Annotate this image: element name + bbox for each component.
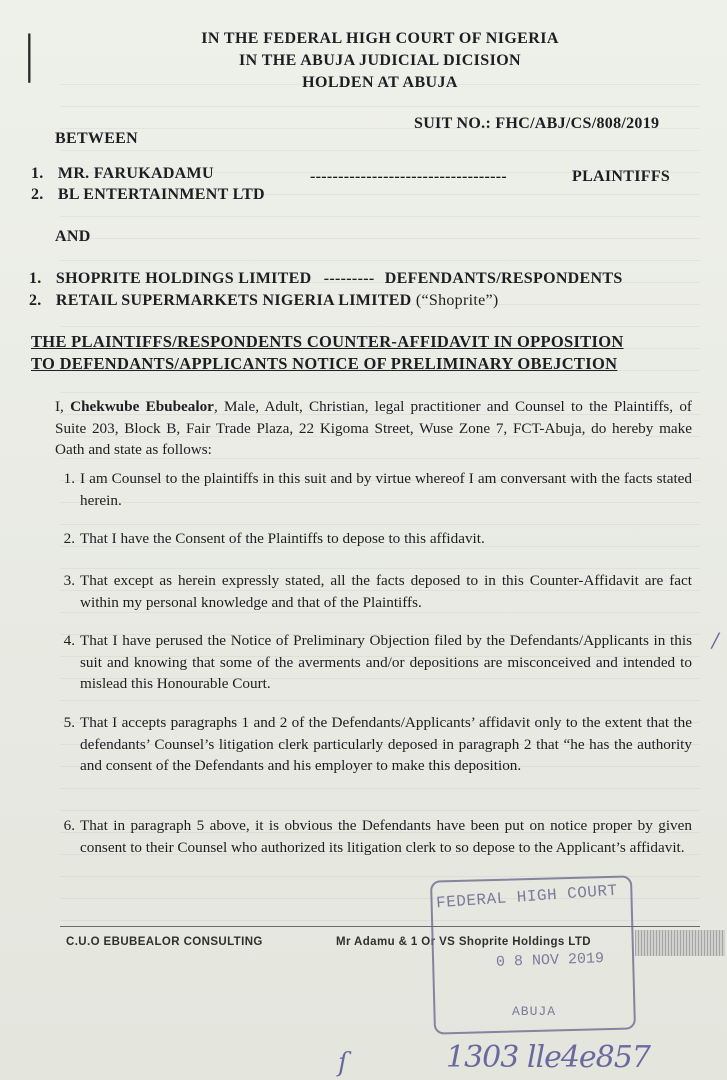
- document-title-line-2: TO DEFENDANTS/APPLICANTS NOTICE OF PRELIMINARY OBEJCTION: [31, 354, 618, 373]
- judicial-division-line: IN THE ABUJA JUDICIAL DICISION: [239, 52, 521, 69]
- plaintiffs-role: PLAINTIFFS: [572, 168, 671, 185]
- deponent-introduction: [55, 396, 692, 461]
- between-label: BETWEEN: [55, 130, 139, 147]
- paragraph-4: [55, 630, 692, 695]
- footer-firm-name: C.U.O EBUBEALOR CONSULTING: [66, 936, 263, 948]
- defendant-1-number: 1.: [29, 270, 42, 287]
- paragraph-6: [55, 815, 692, 858]
- defendant-1: [29, 270, 623, 288]
- paragraph-number: 1.: [63, 470, 75, 487]
- defendant-2-alias: (“Shoprite”): [415, 292, 499, 309]
- stamp-court-name: FEDERAL HIGH COURT: [435, 881, 619, 913]
- footer-case-title: Mr Adamu & 1 Or VS Shoprite Holdings LTD: [336, 936, 591, 948]
- handwritten-receipt-number: 1303 lle4e857: [446, 1040, 650, 1075]
- paragraph-text: That in paragraph 5 above, it is obvious the Defendants have been put on notice proper by given consent to their Counsel who authorized its litigation clerk to so depose to the Applicant’s affidavit.: [80, 817, 692, 856]
- plaintiff-1-name: MR. FARUKADAMU: [57, 165, 214, 182]
- stamp-date: 0 8 NOV 2019: [495, 950, 605, 971]
- paragraph-2: [55, 528, 692, 550]
- defendant-dash-leader: ---------: [323, 270, 375, 287]
- holden-at-line: HOLDEN AT ABUJA: [302, 74, 458, 91]
- defendant-2-name: RETAIL SUPERMARKETS NIGERIA LIMITED: [55, 292, 412, 309]
- court-name-line: IN THE FEDERAL HIGH COURT OF NIGERIA: [201, 30, 559, 47]
- document-title-line-1: THE PLAINTIFFS/RESPONDENTS COUNTER-AFFIDAVIT IN OPPOSITION: [31, 332, 624, 351]
- deponent-name: Chekwube Ebubealor: [70, 398, 214, 415]
- intro-text: , Male, Adult, Christian, legal practitioner and Counsel to the Plaintiffs, of Suite 203, Block B, Fair Trade Plaza, 22 Kigoma Street, Wuse Zone 7, FCT-Abuja, do hereby make Oath and state as follows:: [55, 398, 692, 458]
- plaintiff-2-name: BL ENTERTAINMENT LTD: [57, 186, 265, 203]
- paragraph-text: That I accepts paragraphs 1 and 2 of the Defendants/Applicants’ affidavit only to the extent that the defendants’ Counsel’s litigation clerk particularly deposed in paragraph 2 that “he has the authority and consent of the Defendants and his employer to make this deposition.: [80, 714, 692, 774]
- plaintiff-1: [31, 165, 214, 183]
- paragraph-number: 6.: [63, 817, 75, 834]
- margin-tick-mark: /: [712, 628, 719, 652]
- defendant-2: [29, 292, 499, 310]
- paragraph-number: 5.: [63, 714, 75, 731]
- defendants-role: DEFENDANTS/RESPONDENTS: [384, 270, 623, 287]
- paragraph-number: 4.: [63, 632, 75, 649]
- handwritten-hook-mark: ſ: [338, 1048, 348, 1078]
- intro-prefix: I,: [55, 398, 71, 415]
- scan-noise-patch: [635, 930, 725, 956]
- defendant-1-name: SHOPRITE HOLDINGS LIMITED: [55, 270, 312, 287]
- defendant-2-number: 2.: [29, 292, 42, 309]
- paragraph-number: 3.: [63, 572, 75, 589]
- paragraph-3: [55, 570, 692, 613]
- plaintiff-dash-leader: -----------------------------------: [310, 168, 507, 185]
- suit-number: SUIT NO.: FHC/ABJ/CS/808/2019: [414, 115, 660, 132]
- paragraph-5: [55, 712, 692, 777]
- and-label: AND: [55, 228, 91, 245]
- paragraph-number: 2.: [63, 530, 75, 547]
- paragraph-text: That I have the Consent of the Plaintiffs to depose to this affidavit.: [80, 530, 485, 547]
- paragraph-text: That except as herein expressly stated, all the facts deposed to in this Counter-Affidavit are fact within my personal knowledge and that of the Plaintiffs.: [80, 572, 692, 611]
- plaintiff-2-number: 2.: [31, 186, 44, 203]
- plaintiff-2: [31, 186, 265, 204]
- stamp-city: ABUJA: [512, 1004, 557, 1019]
- paragraph-text: That I have perused the Notice of Preliminary Objection filed by the Defendants/Applicants in this suit and knowing that some of the averments and/or depositions are misconceived and intended to mislead this Honourable Court.: [80, 632, 692, 692]
- margin-bracket-mark: |: [26, 25, 32, 83]
- paragraph-text: I am Counsel to the plaintiffs in this suit and by virtue whereof I am conversant with the facts stated herein.: [80, 470, 692, 509]
- paragraph-1: [55, 468, 692, 511]
- plaintiff-1-number: 1.: [31, 165, 44, 182]
